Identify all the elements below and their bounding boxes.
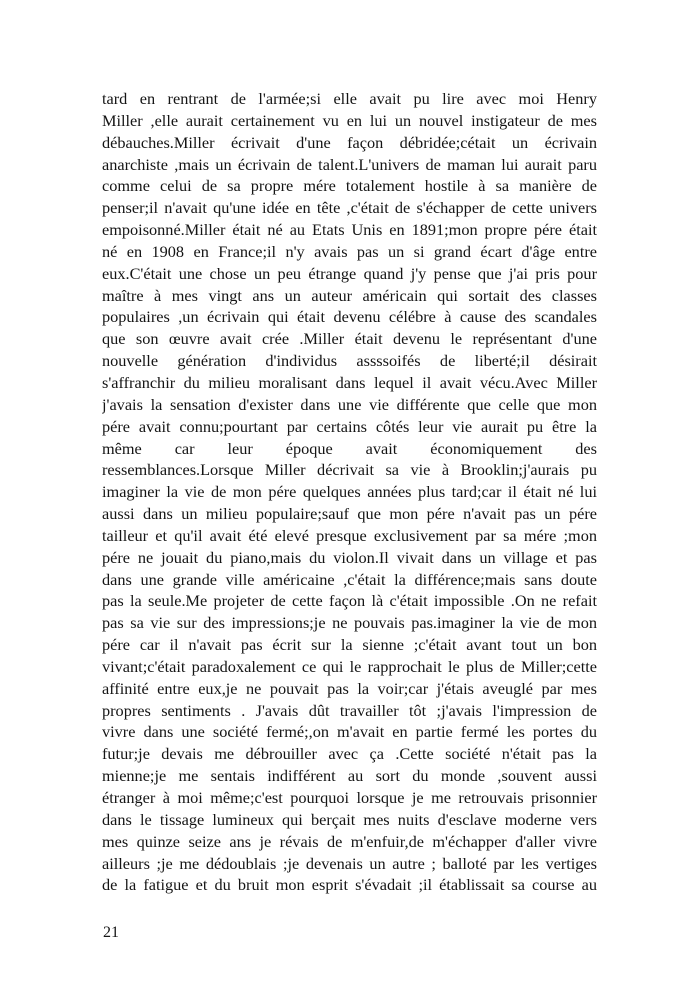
text-line: dans le tissage lumineux qui berçait mes nuits d'esclave moderne vers — [102, 809, 597, 829]
text-line: débauches.Miller écrivait d'une façon débridée;cétait un écrivain — [102, 132, 597, 152]
text-line: pére avait connu;pourtant par certains côtés leur vie aurait pu être la — [102, 416, 597, 436]
text-line: j'avais la sensation d'exister dans une vie différente que celle que mon — [102, 394, 597, 414]
text-line: affinité entre eux,je ne pouvait pas la voir;car j'étais aveuglé par mes — [102, 678, 597, 698]
text-line: maître à mes vingt ans un auteur américain qui sortait des classes — [102, 285, 597, 305]
text-line: populaires ,un écrivain qui était devenu célébre à cause des scandales — [102, 307, 597, 327]
text-line: eux.C'était une chose un peu étrange quand j'y pense que j'ai pris pour — [102, 263, 597, 283]
text-line: pas sa vie sur des impressions;je ne pouvais pas.imaginer la vie de mon — [102, 613, 597, 633]
text-line: étranger à moi même;c'est pourquoi lorsque je me retrouvais prisonnier — [102, 788, 597, 807]
text-line: anarchiste ,mais un écrivain de talent.L'univers de maman lui aurait paru — [102, 154, 597, 174]
text-line: imaginer la vie de mon pére quelques années plus tard;car il était né lui — [102, 482, 597, 502]
text-line: tard en rentrant de l'armée;si elle avait pu lire avec moi Henry — [102, 89, 597, 108]
text-line: ressemblances.Lorsque Miller décrivait sa vie à Brooklin;j'aurais pu — [102, 460, 597, 480]
text-line: futur;je devais me débrouiller avec ça .Cette société n'était pas la — [102, 744, 597, 764]
text-line: pére ne jouait du piano,mais du violon.Il vivait dans un village et pas — [102, 547, 597, 567]
text-line: né en 1908 en France;il n'y avais pas un si grand écart d'âge entre — [102, 241, 597, 261]
page-number: 21 — [103, 924, 119, 941]
text-line: propres sentiments . J'avais dût travailler tôt ;j'avais l'impression de — [102, 700, 597, 720]
text-line: que son œuvre avait crée .Miller était devenu le représentant d'une — [102, 329, 597, 349]
text-line: tailleur et qu'il avait été elevé presque exclusivement par sa mére ;mon — [102, 525, 597, 545]
text-line: mes quinze seize ans je révais de m'enfuir,de m'échapper d'aller vivre — [102, 831, 597, 851]
body-text — [102, 88, 597, 896]
text-line: Miller ,elle aurait certainement vu en lui un nouvel instigateur de mes — [102, 110, 597, 130]
text-line: même car leur époque avait économiquement des — [102, 438, 597, 458]
text-line: dans une grande ville américaine ,c'était la différence;mais sans doute — [102, 569, 597, 589]
text-line: mienne;je me sentais indifférent au sort du monde ,souvent aussi — [102, 766, 597, 786]
text-line: aussi dans un milieu populaire;sauf que mon pére n'avait pas un pére — [102, 504, 597, 524]
text-line: vivant;c'était paradoxalement ce qui le rapprochait le plus de Miller;cette — [102, 656, 597, 676]
text-line: nouvelle génération d'individus assssoifés de liberté;il désirait — [102, 351, 597, 371]
text-line: de la fatigue et du bruit mon esprit s'évadait ;il établissait sa course au — [102, 875, 597, 895]
text-line: vivre dans une société fermé;,on m'avait en partie fermé les portes du — [102, 722, 597, 742]
text-line: pére car il n'avait pas écrit sur la sienne ;c'était avant tout un bon — [102, 635, 597, 655]
text-line: empoisonné.Miller était né au Etats Unis en 1891;mon propre pére était — [102, 220, 597, 240]
text-line: comme celui de sa propre mére totalement hostile à sa manière de — [102, 176, 597, 196]
text-line: s'affranchir du milieu moralisant dans lequel il avait vécu.Avec Miller — [102, 372, 597, 392]
text-line: ailleurs ;je me dédoublais ;je devenais un autre ; balloté par les vertiges — [102, 853, 597, 873]
text-line: penser;il n'avait qu'une idée en tête ,c'était de s'échapper de cette univers — [102, 198, 597, 218]
text-line: pas la seule.Me projeter de cette façon là c'était impossible .On ne refait — [102, 591, 597, 611]
